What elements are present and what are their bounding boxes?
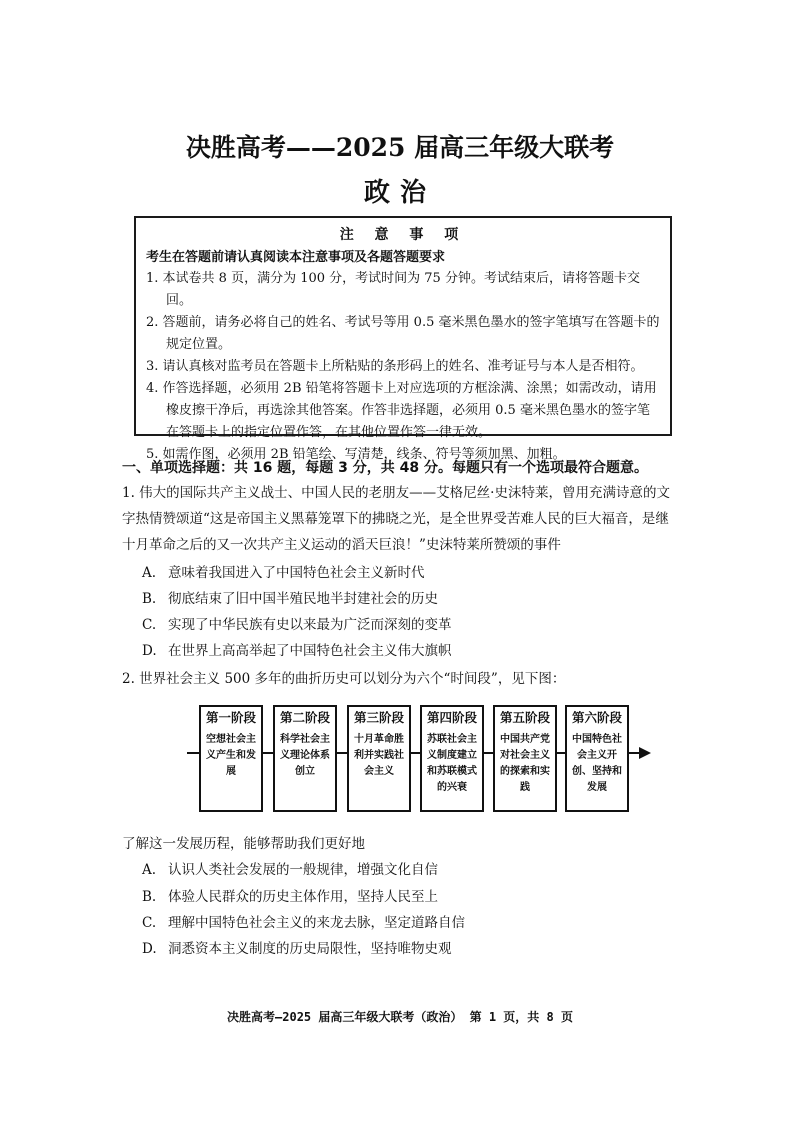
q2-option-b [142,887,438,907]
stage-title: 第五阶段 [499,710,550,725]
q1-option-c [142,615,452,635]
stage-4-box [420,705,484,812]
option-letter: A. [142,862,157,878]
q1-option-d [142,641,452,661]
option-text: 在世界上高高举起了中国特色社会主义伟大旗帜 [168,643,452,659]
question-2-lead: 了解这一发展历程，能够帮助我们更好地 [122,836,365,852]
stage-title: 第二阶段 [279,710,330,725]
question-2-stem: 2. 世界社会主义 500 多年的曲折历史可以划分为六个“时间段”，见下图： [122,671,566,687]
stage-1-box [199,705,263,812]
option-letter: C. [142,617,157,633]
stage-title: 第六阶段 [571,710,622,725]
q2-option-c [142,913,465,933]
option-text: 理解中国特色社会主义的来龙去脉，坚定道路自信 [168,915,465,931]
stage-desc: 科学社会主义理论体系创立 [280,734,330,777]
option-letter: B. [142,591,157,607]
notice-intro: 考生在答题前请认真阅读本注意事项及各题答题要求 [146,250,446,265]
notice-item-3: 3. 请认真核对监考员在答题卡上所粘贴的条形码上的姓名、准考证号与本人是否相符。 [146,359,644,374]
option-letter: C. [142,915,157,931]
option-letter: D. [142,941,157,957]
option-text: 彻底结束了旧中国半殖民地半封建社会的历史 [168,591,438,607]
option-letter: A. [142,565,157,581]
notice-box [134,216,672,462]
q2-option-a [142,860,438,880]
option-letter: D. [142,643,157,659]
stages-diagram [187,705,657,815]
notice-heading: 注 意 事 项 [339,227,467,243]
q1-option-b [142,589,438,609]
q1-option-a [142,563,425,583]
notice-item-5: 5. 如需作图，必须用 2B 铅笔绘、写清楚，线条、符号等须加黑、加粗。 [146,447,566,462]
section-heading: 一、单项选择题：共 16 题，每题 3 分，共 48 分。每题只有一个选项最符合题意。 [122,460,648,476]
option-text: 认识人类社会发展的一般规律，增强文化自信 [168,862,438,878]
stage-desc: 十月革命胜利并实践社会主义 [354,734,404,777]
arrow-right-icon [639,747,651,759]
stage-3-box [347,705,411,812]
option-text: 洞悉资本主义制度的历史局限性，坚持唯物史观 [168,941,452,957]
stage-title: 第四阶段 [426,710,477,725]
exam-title: 决胜高考——2025 届高三年级大联考 [185,133,615,162]
stage-desc: 中国共产党对社会主义的探索和实践 [500,734,550,793]
exam-subject: 政治 [363,178,436,208]
notice-item-1: 1. 本试卷共 8 页，满分为 100 分，考试时间为 75 分钟。考试结束后，请将答题卡交回。 [146,271,640,308]
stage-2-box [273,705,337,812]
page-footer: 决胜高考—2025 届高三年级大联考（政治） 第 1 页，共 8 页 [227,1010,573,1024]
stage-desc: 苏联社会主义制度建立和苏联模式的兴衰 [427,734,477,793]
stage-title: 第一阶段 [205,710,256,725]
option-text: 体验人民群众的历史主体作用，坚持人民至上 [168,889,438,905]
stage-5-box [493,705,557,812]
option-text: 实现了中华民族有史以来最为广泛而深刻的变革 [168,617,452,633]
stage-desc: 空想社会主义产生和发展 [206,734,256,777]
stage-title: 第三阶段 [353,710,404,725]
option-letter: B. [142,889,157,905]
notice-item-2: 2. 答题前，请务必将自己的姓名、考试号等用 0.5 毫米黑色墨水的签字笔填写在答题卡的规定位置。 [146,315,660,352]
notice-item-4: 4. 作答选择题，必须用 2B 铅笔将答题卡上对应选项的方框涂满、涂黑；如需改动，请用橡皮擦干净后，再选涂其他答案。作答非选择题，必须用 0.5 毫米黑色墨水的签字笔在答题卡上的指定位置作答，在其他位置作答一律无效。 [146,381,657,440]
stage-6-box [565,705,629,812]
option-text: 意味着我国进入了中国特色社会主义新时代 [168,565,425,581]
stage-desc: 中国特色社会主义开创、坚持和发展 [572,734,622,793]
q2-option-d [142,939,452,959]
question-1-stem: 1. 伟大的国际共产主义战士、中国人民的老朋友——艾格尼丝·史沫特莱，曾用充满诗意的文字热情赞颂道“这是帝国主义黑幕笼罩下的拂晓之光，是全世界受苦难人民的巨大福音，是继十月革命之后的又一次共产主义运动的滔天巨浪！”史沫特莱所赞颂的事件 [122,485,670,553]
